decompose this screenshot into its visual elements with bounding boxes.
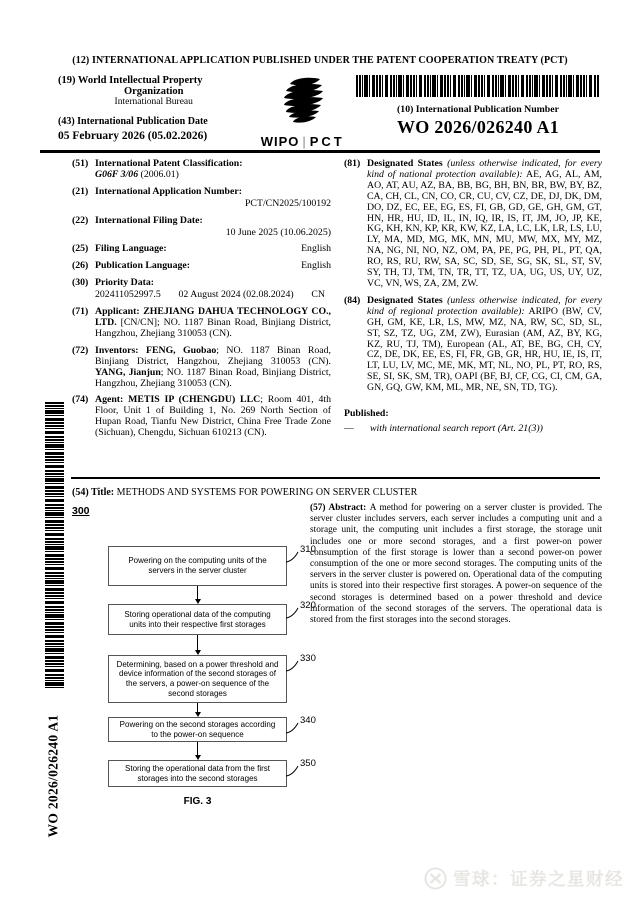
org-name-line1: (19) World Intellectual Property	[58, 75, 203, 86]
wipo-pct-wordmark	[249, 134, 356, 149]
filing-language: English	[301, 243, 331, 255]
field-30	[72, 278, 331, 301]
pct-text: PCT	[309, 134, 345, 149]
published-item: with international search report (Art. 21(3))	[370, 422, 543, 434]
designated-states-national-qualifier: (unless otherwise indicated, for every kind of national protection available):	[367, 158, 602, 180]
publication-number: WO 2026/026240 A1	[396, 117, 560, 137]
title-line	[72, 487, 602, 498]
publication-date-label: (43) International Publication Date	[58, 116, 208, 127]
flowchart-step-2: Storing operational data of the computing units into their respective first storages	[108, 604, 287, 635]
priority-application-number: 202411052997.5	[95, 289, 161, 301]
priority-data-label: Priority Data:	[95, 277, 155, 289]
inventors-label: Inventors:	[95, 344, 146, 356]
xueqiu-snowball-icon	[424, 867, 447, 890]
leader-curve-icon	[286, 659, 299, 672]
abstract	[310, 503, 602, 626]
publication-number-label: (10) International Publication Number	[397, 104, 559, 115]
field-number: (51)	[72, 158, 89, 169]
inventor-2-name: YANG, Jianjun	[95, 366, 161, 378]
header-left-block	[40, 75, 249, 149]
step-ref-330	[286, 653, 316, 672]
divider: |	[302, 134, 307, 149]
international-bureau-label: International Bureau	[114, 97, 193, 107]
priority-country: CN	[311, 289, 325, 301]
field-number: (71)	[72, 306, 89, 318]
flowchart-step-4: Powering on the second storages according to the power-on sequence	[108, 717, 287, 742]
barcode-top	[356, 75, 600, 97]
arrow-down-icon	[197, 635, 198, 651]
field-84	[344, 296, 602, 394]
title-label: (54) Title:	[72, 487, 117, 498]
biblio-right-column	[344, 159, 602, 435]
header-rule	[40, 150, 600, 153]
field-number: (74)	[72, 394, 89, 406]
ref-number: 310	[300, 544, 316, 555]
field-number: (22)	[72, 214, 89, 226]
abstract-text: A method for powering on a server cluster is provided. The server cluster includes servers, each server includes a computing unit and a storage unit, the computing unit includes a first storage, the storage unit includes one or more second storages, and a first power-on power consumption of the first storage is lower than a second power-on power consumption of the one or more second storages. The computing units of the servers in the server cluster is powered on. Operational data of the computing units is stored into their respective first storages. A power-on sequence of the second storages is determined based on a power threshold and device information of the second storages of the servers. The operational data is stored from the first storages into the second storages.	[310, 503, 602, 626]
field-81	[344, 159, 602, 290]
application-number-label: International Application Number:	[95, 185, 242, 197]
header	[40, 55, 600, 149]
publication-language-label: Publication Language:	[95, 260, 190, 272]
application-number: PCT/CN2025/100192	[244, 197, 331, 209]
applicant-details: [CN/CN]; NO. 1187 Binan Road, Binjiang District, Hangzhou, Zhejiang 310053 (CN).	[95, 316, 331, 339]
published-block	[344, 409, 602, 435]
field-number: (81)	[344, 158, 361, 169]
inventor-1-details: ; NO. 1187 Binan Road, Binjiang District, Hangzhou, Zhejiang 310053 (CN).	[95, 344, 331, 367]
step-ref-320	[286, 600, 316, 619]
field-51	[72, 159, 331, 181]
designated-states-regional-codes: ARIPO (BW, CV, GH, GM, KE, LR, LS, MW, MZ, NA, RW, SC, SD, SL, ST, SZ, TZ, UG, ZM, ZW), Eurasian (AM, AZ, BY, KG, KZ, RU, TJ, TM), European (AL, AT, BE, BG, CH, CY, CZ, DE, DK, EE, ES, FI, FR, GB, GR, HR, HU, IE, IS, IT, LT, LU, LV, MC, ME, MK, MT, NL, NO, PL, PT, RO, RS, SE, SI, SK, SM, TR), OAPI (BF, BJ, CF, CG, CI, CM, GA, GN, GQ, GW, KM, ML, MR, NE, SN, TD, TG).	[367, 305, 603, 394]
published-label: Published:	[344, 408, 389, 420]
field-72	[72, 346, 331, 390]
priority-date: 02 August 2024 (02.08.2024)	[178, 289, 294, 301]
field-number: (84)	[344, 294, 361, 306]
ipc-class: G06F 3/06	[95, 168, 139, 180]
ipc-label: International Patent Classification:	[95, 158, 243, 169]
field-26	[72, 261, 331, 272]
field-number: (25)	[72, 243, 89, 255]
field-21	[72, 187, 331, 210]
designated-states-regional-qualifier: (unless otherwise indicated, for every kind of regional protection available):	[367, 294, 602, 317]
ref-number: 330	[300, 653, 316, 664]
step-ref-340	[286, 715, 316, 734]
arrow-down-icon	[197, 742, 198, 756]
leader-curve-icon	[286, 606, 299, 619]
dash: —	[344, 422, 354, 434]
abstract-label: (57) Abstract:	[310, 503, 370, 513]
leader-curve-icon	[286, 550, 299, 563]
ipc-version: (2006.01)	[138, 168, 179, 180]
agent-name: METIS IP (CHENGDU) LLC	[128, 394, 261, 406]
flowchart-step-1: Powering on the computing units of the servers in the server cluster	[108, 546, 287, 586]
agent-label: Agent:	[95, 394, 129, 406]
inventor-2-details: ; NO. 1187 Binan Road, Binjiang District, Hangzhou, Zhejiang 310053 (CN).	[95, 366, 331, 389]
inventor-1-name: FENG, Guobao	[145, 344, 217, 356]
treaty-line: (12) INTERNATIONAL APPLICATION PUBLISHED UNDER THE PATENT COOPERATION TREATY (PCT)	[72, 55, 568, 66]
invention-title: METHODS AND SYSTEMS FOR POWERING ON SERVER CLUSTER	[116, 487, 418, 498]
flowchart-step-5: Storing the operational data from the first storages into the second storages	[108, 760, 287, 787]
ref-number: 340	[300, 715, 316, 726]
filing-date-label: International Filing Date:	[95, 214, 203, 226]
flowchart-fig3	[70, 540, 340, 825]
flowchart-step-3: Determining, based on a power threshold and device information of the second storages of the servers, a power-on sequence of the second storages	[108, 655, 287, 703]
field-22	[72, 216, 331, 239]
org-name-line2: Organization	[123, 86, 184, 97]
applicant-label: Applicant:	[95, 306, 144, 318]
header-columns	[40, 75, 600, 149]
priority-data-row	[95, 290, 331, 301]
watermark	[424, 866, 624, 891]
agent-details: ; Room 401, 4th Floor, Unit 1 of Building 1, No. 269 North Section of Hupan Road, Tianfu New District, China Free Trade Zone (Sichuan), Chengdu, Sichuan 610213 (CN).	[95, 394, 331, 439]
ref-number: 320	[300, 600, 316, 611]
figure-reference-number: 300	[72, 505, 90, 517]
field-71	[72, 307, 331, 340]
field-number: (21)	[72, 185, 89, 197]
ipc-value	[95, 170, 331, 181]
filing-date: 10 June 2025 (10.06.2025)	[225, 226, 331, 238]
leader-curve-icon	[286, 764, 299, 777]
field-number: (30)	[72, 277, 89, 289]
arrow-down-icon	[197, 586, 198, 600]
watermark-text: 雪球：证券之星财经	[453, 869, 624, 889]
field-number: (72)	[72, 344, 89, 356]
field-number: (26)	[72, 260, 89, 272]
leader-curve-icon	[286, 721, 299, 734]
publication-date: 05 February 2026 (05.02.2026)	[58, 130, 208, 142]
designated-states-national-label: Designated States	[367, 158, 448, 169]
step-ref-310	[286, 544, 316, 563]
arrow-down-icon	[197, 703, 198, 713]
publication-language: English	[301, 260, 331, 272]
barcode-side	[45, 402, 64, 690]
filing-language-label: Filing Language:	[95, 243, 167, 255]
sidebar-publication-number-wrap	[38, 693, 68, 858]
designated-states-national-codes: AE, AG, AL, AM, AO, AT, AU, AZ, BA, BB, BG, BH, BN, BR, BW, BY, BZ, CA, CH, CL, CN, CO, CR, CU, CV, CZ, DE, DJ, DK, DM, DO, DZ, EC, EE, EG, ES, FI, GB, GD, GE, GH, GM, GT, HN, HR, HU, ID, IL, IN, IQ, IR, IS, IT, JM, JO, JP, KE, KG, KH, KN, KP, KR, KW, KZ, LA, LC, LK, LR, LS, LU, LY, MA, MD, MG, MK, MN, MU, MW, MX, MY, MZ, NA, NG, NI, NO, NZ, OM, PA, PE, PG, PH, PL, PT, QA, RO, RS, RU, RW, SA, SC, SD, SE, SG, SK, SL, ST, SV, SY, TH, TJ, TM, TN, TR, TT, TZ, UA, UG, US, UY, UZ, VC, VN, WS, ZA, ZM, ZW.	[367, 168, 602, 289]
applicant-name: ZHEJIANG DAHUA TECHNOLOGY CO., LTD.	[95, 306, 331, 328]
field-25	[72, 244, 331, 255]
biblio-left-column	[72, 159, 331, 445]
wipo-text: WIPO	[260, 134, 300, 149]
designated-states-regional-label: Designated States	[367, 294, 448, 306]
title-rule	[71, 477, 600, 479]
figure-label: FIG. 3	[183, 796, 212, 807]
header-right-block	[356, 75, 600, 149]
wipo-logo-block	[249, 75, 356, 149]
field-74	[72, 395, 331, 439]
step-ref-350	[286, 758, 316, 777]
ref-number: 350	[300, 758, 316, 769]
sidebar-publication-number: WO 2026/026240 A1	[45, 714, 61, 837]
wipo-globe-icon	[276, 77, 330, 127]
